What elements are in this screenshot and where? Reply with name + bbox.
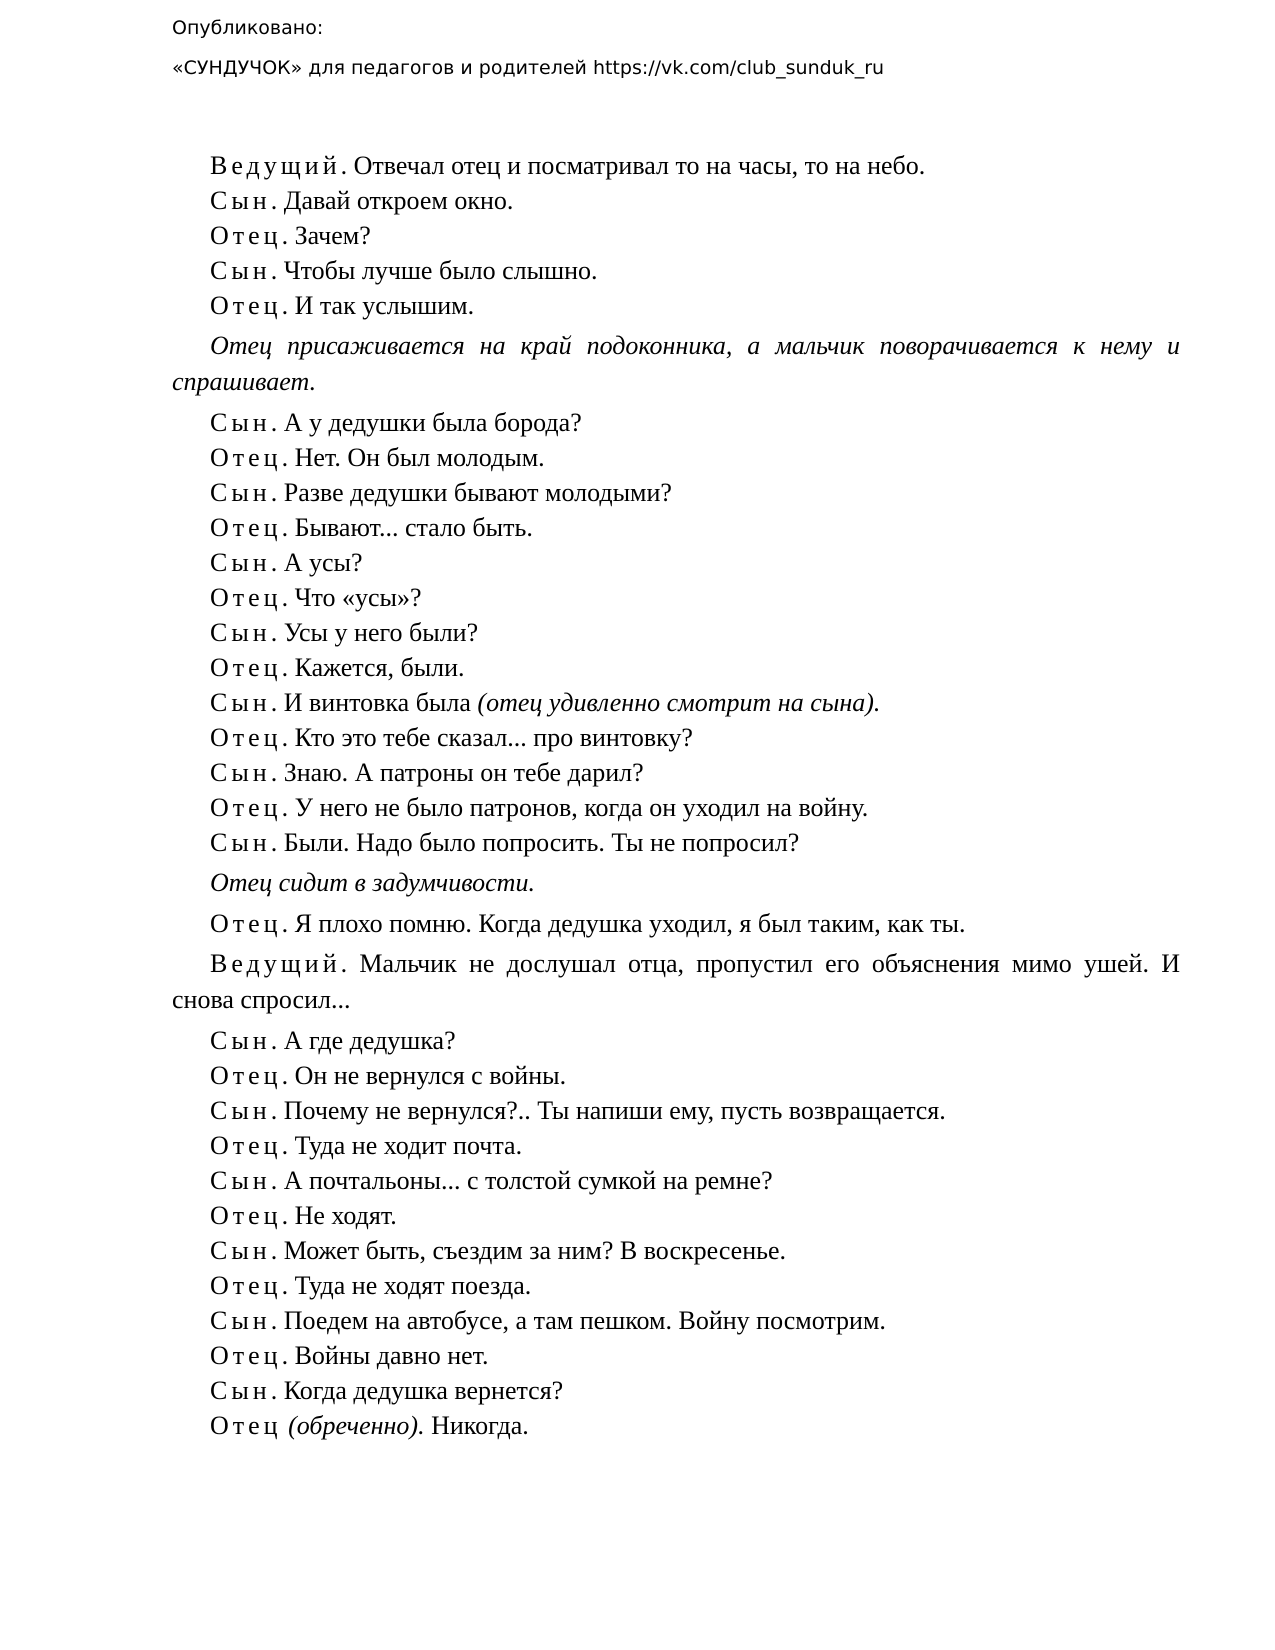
- script-text: [172, 148, 1180, 1443]
- line-text: . Нет. Он был молодым.: [281, 443, 545, 472]
- dialogue-line: [172, 1198, 1180, 1233]
- speaker: Сын: [210, 1026, 271, 1055]
- inline-direction: (отец удивленно смотрит на сына).: [477, 688, 881, 717]
- speaker: Сын: [210, 548, 271, 577]
- speaker: Отец: [210, 723, 282, 752]
- speaker: Сын: [210, 1096, 271, 1125]
- speaker: Сын: [210, 256, 271, 285]
- speaker: Сын: [210, 618, 271, 647]
- dialogue-line: [172, 906, 1180, 941]
- dialogue-line: [172, 1233, 1180, 1268]
- line-text: . И так услышим.: [281, 291, 475, 320]
- line-text: . Я плохо помню. Когда дедушка уходил, я был таким, как ты.: [281, 909, 966, 938]
- speaker: Отец: [210, 909, 282, 938]
- line-text: . Туда не ходит почта.: [281, 1131, 523, 1160]
- line-text: . А усы?: [270, 548, 363, 577]
- line-text: . Чтобы лучше было слышно.: [270, 256, 598, 285]
- dialogue-line: [172, 580, 1180, 615]
- dialogue-line: [172, 650, 1180, 685]
- line-text: . Кажется, были.: [281, 653, 465, 682]
- speaker: Отец: [210, 443, 282, 472]
- narrator-paragraph: [172, 946, 1180, 1018]
- line-text: . Почему не вернулся?.. Ты напиши ему, пусть возвращается.: [270, 1096, 946, 1125]
- dialogue-line: [172, 1093, 1180, 1128]
- stage-direction: Отец присаживается на край подоконника, а мальчик поворачивается к нему и спрашивает.: [172, 331, 1180, 396]
- dialogue-line: [172, 1058, 1180, 1093]
- page-header: [172, 14, 884, 82]
- speaker: Сын: [210, 828, 271, 857]
- line-text: Никогда.: [424, 1411, 529, 1440]
- line-text: . Может быть, съездим за ним? В воскресенье.: [270, 1236, 787, 1265]
- dialogue-line: [172, 475, 1180, 510]
- speaker: Сын: [210, 1236, 271, 1265]
- dialogue-line: [172, 218, 1180, 253]
- line-text: . Знаю. А патроны он тебе дарил?: [270, 758, 644, 787]
- dialogue-line: [172, 288, 1180, 323]
- dialogue-line: [172, 510, 1180, 545]
- dialogue-line: [172, 1408, 1180, 1443]
- speaker: Сын: [210, 1166, 271, 1195]
- line-text: . Давай откроем окно.: [270, 186, 514, 215]
- dialogue-line: [172, 545, 1180, 580]
- dialogue-line: [172, 685, 1180, 720]
- speaker: Отец: [210, 1341, 282, 1370]
- dialogue-line: [172, 1268, 1180, 1303]
- line-text: . А у дедушки была борода?: [270, 408, 582, 437]
- published-label: Опубликовано:: [172, 17, 324, 39]
- speaker: Сын: [210, 688, 271, 717]
- speaker: Ведущий: [210, 151, 341, 180]
- line-text: . Туда не ходят поезда.: [281, 1271, 532, 1300]
- line-text: . Мальчик не дослушал отца, пропустил его объяснения мимо ушей. И снова спросил...: [172, 949, 1180, 1014]
- dialogue-line: [172, 440, 1180, 475]
- speaker: Сын: [210, 186, 271, 215]
- speaker: Сын: [210, 758, 271, 787]
- source-line: «СУНДУЧОК» для педагогов и родителей https://vk.com/club_sunduk_ru: [172, 57, 885, 79]
- speaker: Отец: [210, 583, 282, 612]
- line-text: . Были. Надо было попросить. Ты не попросил?: [270, 828, 800, 857]
- dialogue-line: [172, 720, 1180, 755]
- dialogue-line: [172, 615, 1180, 650]
- line-text: . Разве дедушки бывают молодыми?: [270, 478, 672, 507]
- speaker: Отец: [210, 1061, 282, 1090]
- line-text: . Не ходят.: [281, 1201, 397, 1230]
- dialogue-line: [172, 1373, 1180, 1408]
- line-text: . Поедем на автобусе, а там пешком. Войну посмотрим.: [270, 1306, 886, 1335]
- inline-direction: (обреченно).: [281, 1411, 425, 1440]
- speaker: Отец: [210, 1201, 282, 1230]
- line-text: . Отвечал отец и посматривал то на часы, то на небо.: [340, 151, 926, 180]
- speaker: Сын: [210, 408, 271, 437]
- speaker: Сын: [210, 478, 271, 507]
- line-text: . А почтальоны... с толстой сумкой на ремне?: [270, 1166, 773, 1195]
- speaker: Отец: [210, 793, 282, 822]
- speaker: Отец: [210, 1131, 282, 1160]
- speaker: Отец: [210, 221, 282, 250]
- dialogue-line: [172, 825, 1180, 860]
- speaker: Сын: [210, 1306, 271, 1335]
- dialogue-line: [172, 1023, 1180, 1058]
- speaker: Ведущий: [210, 949, 341, 978]
- line-text: . А где дедушка?: [270, 1026, 456, 1055]
- dialogue-line: [172, 1128, 1180, 1163]
- line-text: . Когда дедушка вернется?: [270, 1376, 564, 1405]
- line-text: . Зачем?: [281, 221, 371, 250]
- dialogue-line: [172, 755, 1180, 790]
- dialogue-line: [172, 1303, 1180, 1338]
- dialogue-line: [172, 148, 1180, 183]
- line-text: . Он не вернулся с войны.: [281, 1061, 567, 1090]
- dialogue-line: [172, 1338, 1180, 1373]
- speaker: Отец: [210, 513, 282, 542]
- dialogue-line: [172, 253, 1180, 288]
- dialogue-line: [172, 183, 1180, 218]
- dialogue-line: [172, 1163, 1180, 1198]
- speaker: Отец: [210, 291, 282, 320]
- line-text: . Войны давно нет.: [281, 1341, 489, 1370]
- line-text: . У него не было патронов, когда он уходил на войну.: [281, 793, 869, 822]
- stage-direction: Отец сидит в задумчивости.: [210, 868, 535, 897]
- dialogue-line: [172, 790, 1180, 825]
- speaker: Отец: [210, 653, 282, 682]
- line-text: . Бывают... стало быть.: [281, 513, 533, 542]
- speaker: Сын: [210, 1376, 271, 1405]
- line-text: . Кто это тебе сказал... про винтовку?: [281, 723, 693, 752]
- speaker: Отец: [210, 1411, 282, 1440]
- line-text: . Усы у него были?: [270, 618, 479, 647]
- line-text: . И винтовка была: [270, 688, 478, 717]
- line-text: . Что «усы»?: [281, 583, 422, 612]
- speaker: Отец: [210, 1271, 282, 1300]
- dialogue-line: [172, 405, 1180, 440]
